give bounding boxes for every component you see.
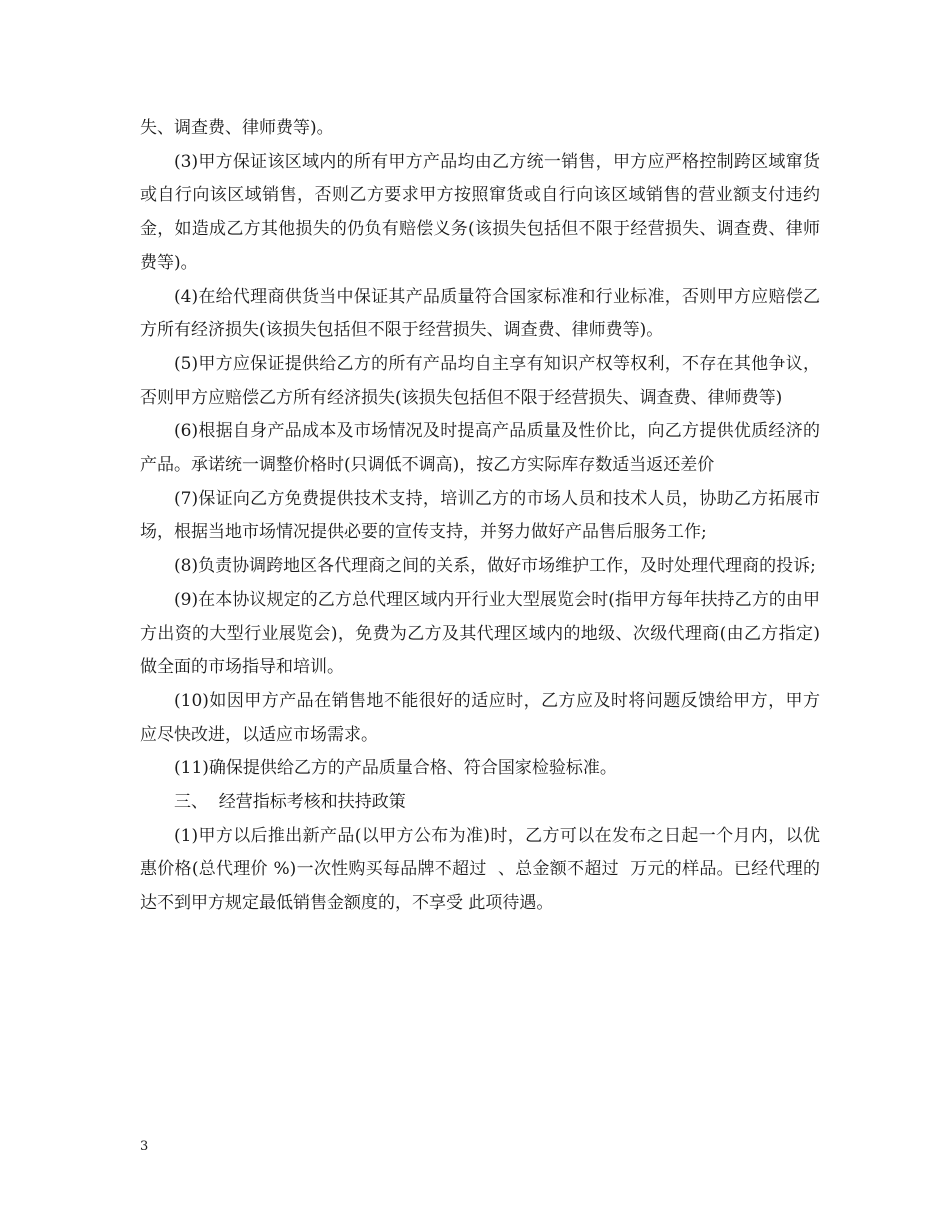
- page-number: 3: [140, 1139, 149, 1154]
- paragraph-clause-9: (9)在本协议规定的乙方总代理区域内开行业大型展览会时(指甲方每年扶持乙方的由甲方出资的大型行业展览会)，免费为乙方及其代理区域内的地级、次级代理商(由乙方指定)做全面的市场指导和培训。: [140, 589, 820, 678]
- paragraph-clause-10: (10)如因甲方产品在销售地不能很好的适应时，乙方应及时将问题反馈给甲方，甲方应尽快改进，以适应市场需求。: [140, 690, 820, 745]
- paragraph-clause-4: (4)在给代理商供货当中保证其产品质量符合国家标准和行业标准，否则甲方应赔偿乙方所有经济损失(该损失包括但不限于经营损失、调查费、律师费等)。: [140, 286, 820, 341]
- paragraph-clause-7: (7)保证向乙方免费提供技术支持，培训乙方的市场人员和技术人员，协助乙方拓展市场，根据当地市场情况提供必要的宣传支持，并努力做好产品售后服务工作;: [140, 488, 820, 543]
- document-body: [140, 112, 820, 921]
- paragraph-section3-clause-1: (1)甲方以后推出新产品(以甲方公布为准)时，乙方可以在发布之日起一个月内，以优惠价格(总代理价 %)一次性购买每品牌不超过 、总金额不超过 万元的样品。已经代理的达不到甲方规定最低销售金额度的，不享受 此项待遇。: [140, 825, 820, 914]
- paragraph-clause-5: (5)甲方应保证提供给乙方的所有产品均自主享有知识产权等权利，不存在其他争议，否则甲方应赔偿乙方所有经济损失(该损失包括但不限于经营损失、调查费、律师费等): [140, 353, 820, 408]
- section-heading-3: 三、 经营指标考核和扶持政策: [174, 792, 406, 813]
- paragraph-clause-3: (3)甲方保证该区域内的所有甲方产品均由乙方统一销售，甲方应严格控制跨区域窜货或自行向该区域销售，否则乙方要求甲方按照窜货或自行向该区域销售的营业额支付违约金，如造成乙方其他损失的仍负有赔偿义务(该损失包括但不限于经营损失、调查费、律师费等)。: [140, 151, 820, 273]
- paragraph-clause-8: (8)负责协调跨地区各代理商之间的关系，做好市场维护工作，及时处理代理商的投诉;: [174, 556, 816, 577]
- paragraph-clause-6: (6)根据自身产品成本及市场情况及时提高产品质量及性价比，向乙方提供优质经济的产品。承诺统一调整价格时(只调低不调高)，按乙方实际库存数适当返还差价: [140, 421, 820, 476]
- paragraph-clause-11: (11)确保提供给乙方的产品质量合格、符合国家检验标准。: [174, 758, 617, 779]
- paragraph-continuation: 失、调查费、律师费等)。: [140, 118, 334, 138]
